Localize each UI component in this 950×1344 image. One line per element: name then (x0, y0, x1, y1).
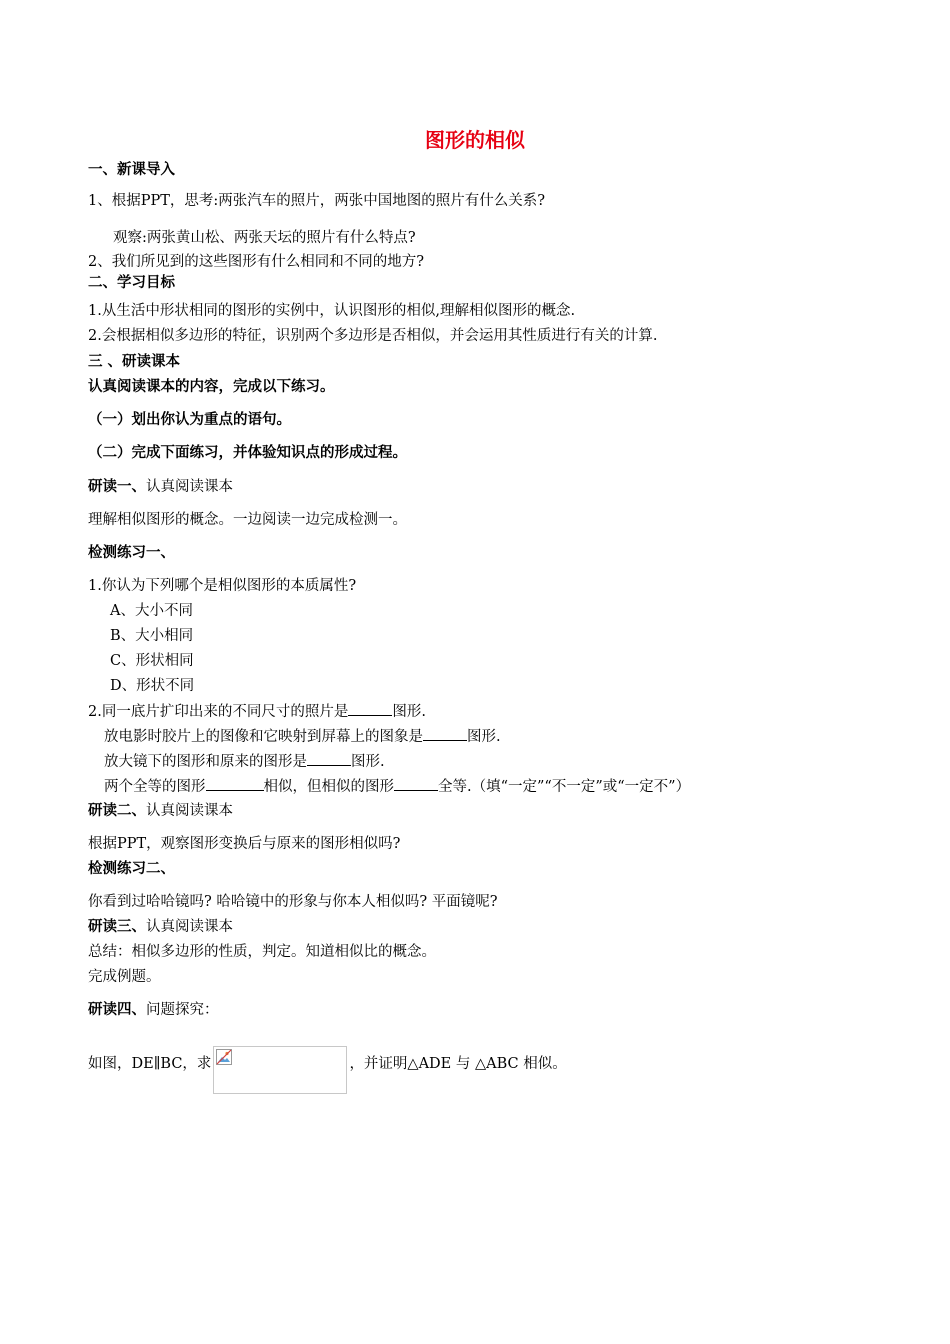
page-title: 图形的相似 (425, 128, 525, 152)
option-c: C、形状相同 (110, 653, 194, 669)
exercise-1-question-2d: 两个全等的图形 相似，但相似的图形 全等.（填“一定”“不一定”或“一定不”） (104, 779, 691, 795)
question-1: 1、根据PPT，思考:两张汽车的照片，两张中国地图的照片有什么关系? (88, 193, 546, 209)
exercise-1-question-1: 1.你认为下列哪个是相似图形的本质属性? (88, 578, 357, 594)
option-d: D、形状不同 (110, 678, 195, 694)
read-1-body: 理解相似图形的概念。一边阅读一边完成检测一。 (88, 512, 407, 528)
exercise-1-question-2b: 放电影时胶片上的图像和它映射到屏幕上的图象是 图形. (104, 729, 501, 745)
answer-blank (307, 752, 351, 766)
read-4 (88, 1001, 219, 1019)
read-2 (88, 802, 233, 820)
question-2: 2、我们所见到的这些图形有什么相同和不同的地方? (88, 254, 424, 270)
goal-2: 2.会根据相似多边形的特征，识别两个多边形是否相似，并会运用其性质进行有关的计算. (88, 328, 658, 344)
read-4-label: 研读四、 (88, 1002, 146, 1018)
section-1-heading: 一、新课导入 (88, 162, 175, 178)
exercise-2-body: 你看到过哈哈镜吗? 哈哈镜中的形象与你本人相似吗? 平面镜呢? (88, 894, 498, 910)
question-1-observe: 观察:两张黄山松、两张天坛的照片有什么特点? (113, 230, 416, 246)
read-3-label: 研读三、 (88, 919, 146, 935)
read-2-text: 认真阅读课本 (146, 803, 233, 819)
read-1-label: 研读一、 (88, 479, 146, 495)
exercise-1-question-2a: 2.同一底片扩印出来的不同尺寸的照片是 图形. (88, 704, 426, 720)
option-a: A、大小不同 (110, 603, 193, 619)
goal-1: 1.从生活中形状相同的图形的实例中，认识图形的相似,理解相似图形的概念. (88, 303, 576, 319)
exercise-2-heading: 检测练习二、 (88, 861, 175, 877)
read-3-text: 认真阅读课本 (146, 919, 233, 935)
section-2-heading: 二、学习目标 (88, 275, 175, 291)
subsection-1: （一）划出你认为重点的语句。 (88, 412, 291, 428)
formula-image-placeholder (213, 1046, 347, 1094)
read-2-label: 研读二、 (88, 803, 146, 819)
option-b: B、大小相同 (110, 628, 194, 644)
read-3 (88, 918, 233, 936)
read-4-text: 问题探究： (146, 1002, 219, 1018)
answer-blank (394, 777, 438, 791)
answer-blank (423, 727, 467, 741)
section-3-intro: 认真阅读课本的内容，完成以下练习。 (88, 379, 335, 395)
exercise-1-heading: 检测练习一、 (88, 545, 175, 561)
read-1-text: 认真阅读课本 (146, 479, 233, 495)
answer-blank (348, 702, 392, 716)
subsection-2: （二）完成下面练习，并体验知识点的形成过程。 (88, 445, 407, 461)
read-2-body: 根据PPT，观察图形变换后与原来的图形相似吗? (88, 836, 401, 852)
section-3-heading: 三 、研读课本 (88, 354, 181, 370)
read-1 (88, 478, 233, 496)
read-3-summary: 总结：相似多边形的性质，判定。知道相似比的概念。 (88, 944, 436, 960)
read-3-task: 完成例题。 (88, 969, 161, 985)
read-4-problem: 如图，DE∥BC，求 ，并证明△ADE 与 △ABC 相似。 (88, 1040, 567, 1088)
answer-blank (206, 777, 264, 791)
broken-image-icon (216, 1049, 232, 1065)
exercise-1-question-2c: 放大镜下的图形和原来的图形是 图形. (104, 754, 385, 770)
